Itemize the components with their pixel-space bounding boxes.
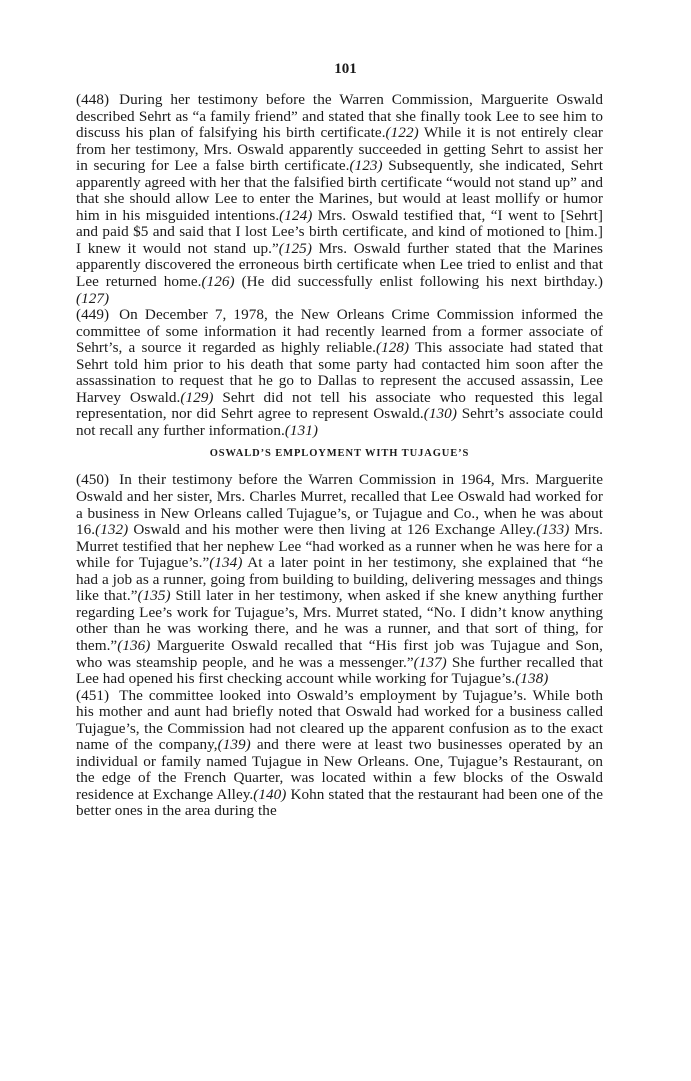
paragraph-text: Mrs. Oswald testified that, “I went to [Sehrt] and paid $5 and said that I lost Lee’s birth certificate, and kind of motioned to [him.] I knew it would not stand up.” [76, 206, 603, 257]
paragraph-text: Mrs. Oswald further stated that the Marines apparently discovered the erroneous birth certificate when Lee tried to enlist and that Lee returned home. [76, 239, 603, 291]
paragraph-text: Mrs. Murret testified that her nephew Lee “had worked as a runner when he was here for a while for Tujague’s.” [76, 521, 603, 572]
paragraph-450 [76, 472, 603, 687]
paragraph-text: During her testimony before the Warren Commission, Marguerite Oswald described Sehrt as “a family friend” and stated that she finally took Lee to see him to discuss his plan of falsifying his birth certificate. [76, 91, 603, 142]
paragraph-451 [76, 688, 603, 820]
paragraph-449 [76, 307, 603, 439]
footnote-reference: (132) [95, 521, 129, 539]
footnote-reference: (138) [515, 670, 549, 688]
paragraph-text: Oswald and his mother were then living at 126 Exchange Alley. [128, 521, 537, 539]
paragraph-text: Still later in her testimony, when asked if she knew anything further regarding Lee’s work for Tujague’s, Mrs. Murret stated, “No. I didn’t know anything other than he was working there, and he was a runner, and that sort of thing, for them.” [76, 587, 603, 654]
paragraph-text: Marguerite Oswald recalled that “His first job was Tujague and Son, who was steamship people, and he was a messenger.” [76, 636, 603, 671]
body-text [76, 92, 603, 820]
paragraph-number: (449) [76, 306, 110, 324]
footnote-reference: (140) [253, 785, 287, 803]
footnote-reference: (125) [278, 239, 312, 257]
paragraph-text: The committee looked into Oswald’s employment by Tujague’s. While both his mother and aunt had briefly noted that Oswald had worked for a business called Tujague’s, the Commission had not cleared up the apparent confusion as to the exact name of the company, [76, 686, 603, 754]
footnote-reference: (133) [536, 521, 570, 539]
footnote-reference: (130) [423, 405, 457, 423]
page-number: 101 [334, 61, 357, 77]
paragraph-text: On December 7, 1978, the New Orleans Crime Commission informed the committee of some information it had recently learned from a former associate of Sehrt’s, a source it regarded as highly reliable. [76, 306, 603, 357]
footnote-reference: (123) [349, 157, 383, 175]
paragraph-text: Subsequently, she indicated, Sehrt apparently agreed with her that the falsified birth certificate “would not stand up” and that she should allow Lee to enter the Marines, but would at least mollify or humor him in his misguided intentions. [76, 157, 603, 224]
paragraph-text: While it is not entirely clear from her testimony, Mrs. Oswald apparently succeeded in getting Sehrt to assist her in securing for Lee a false birth certificate. [76, 124, 603, 175]
section-heading: OSWALD’S EMPLOYMENT WITH TUJAGUE’S [209, 448, 470, 460]
paragraph-text: (He did successfully enlist following his next birthday.) [234, 273, 603, 291]
paragraph-number: (451) [76, 686, 110, 704]
footnote-reference: (137) [413, 653, 447, 671]
footnote-reference: (126) [201, 273, 235, 291]
footnote-reference: (124) [279, 206, 313, 224]
footnote-reference: (128) [376, 339, 410, 357]
footnote-reference: (135) [137, 587, 171, 605]
footnote-reference: (136) [117, 636, 151, 654]
paragraph-text: and there were at least two businesses operated by an individual or family named Tujague in New Orleans. One, Tujague’s Restaurant, on the edge of the French Quarter, was located within a few blocks of the Oswald residence at Exchange Alley. [76, 736, 603, 803]
paragraph-text: She further recalled that Lee had opened his first checking account while working for Tujague’s. [76, 653, 603, 688]
paragraph-text: Kohn stated that the restaurant had been one of the better ones in the area during the [76, 785, 603, 820]
footnote-reference: (122) [385, 124, 419, 142]
paragraph-text: Sehrt did not tell his associate who requested this legal representation, nor did Sehrt agree to represent Oswald. [76, 388, 603, 423]
footnote-reference: (127) [76, 289, 110, 307]
paragraph-448 [76, 92, 603, 307]
footnote-reference: (131) [284, 421, 318, 439]
paragraph-text: This associate had stated that Sehrt told him prior to his death that some party had contacted him soon after the assassination to request that he go to Dallas to represent the accused assassin, Lee Harvey Oswald. [76, 339, 603, 406]
paragraph-text: At a later point in her testimony, she explained that “he had a job as a runner, going from building to building, delivering messages and things like that.” [76, 554, 603, 605]
footnote-reference: (139) [217, 736, 251, 754]
footnote-reference: (134) [209, 554, 243, 572]
paragraph-text: In their testimony before the Warren Commission in 1964, Mrs. Marguerite Oswald and her sister, Mrs. Charles Murret, recalled that Lee Oswald had worked for a business in New Orleans called Tujague’s, or Tujague and Co., when he was about 16. [76, 471, 603, 539]
paragraph-number: (450) [76, 471, 110, 489]
paragraph-text: Sehrt’s associate could not recall any further information. [76, 405, 603, 439]
footnote-reference: (129) [180, 388, 214, 406]
paragraph-number: (448) [76, 91, 110, 108]
